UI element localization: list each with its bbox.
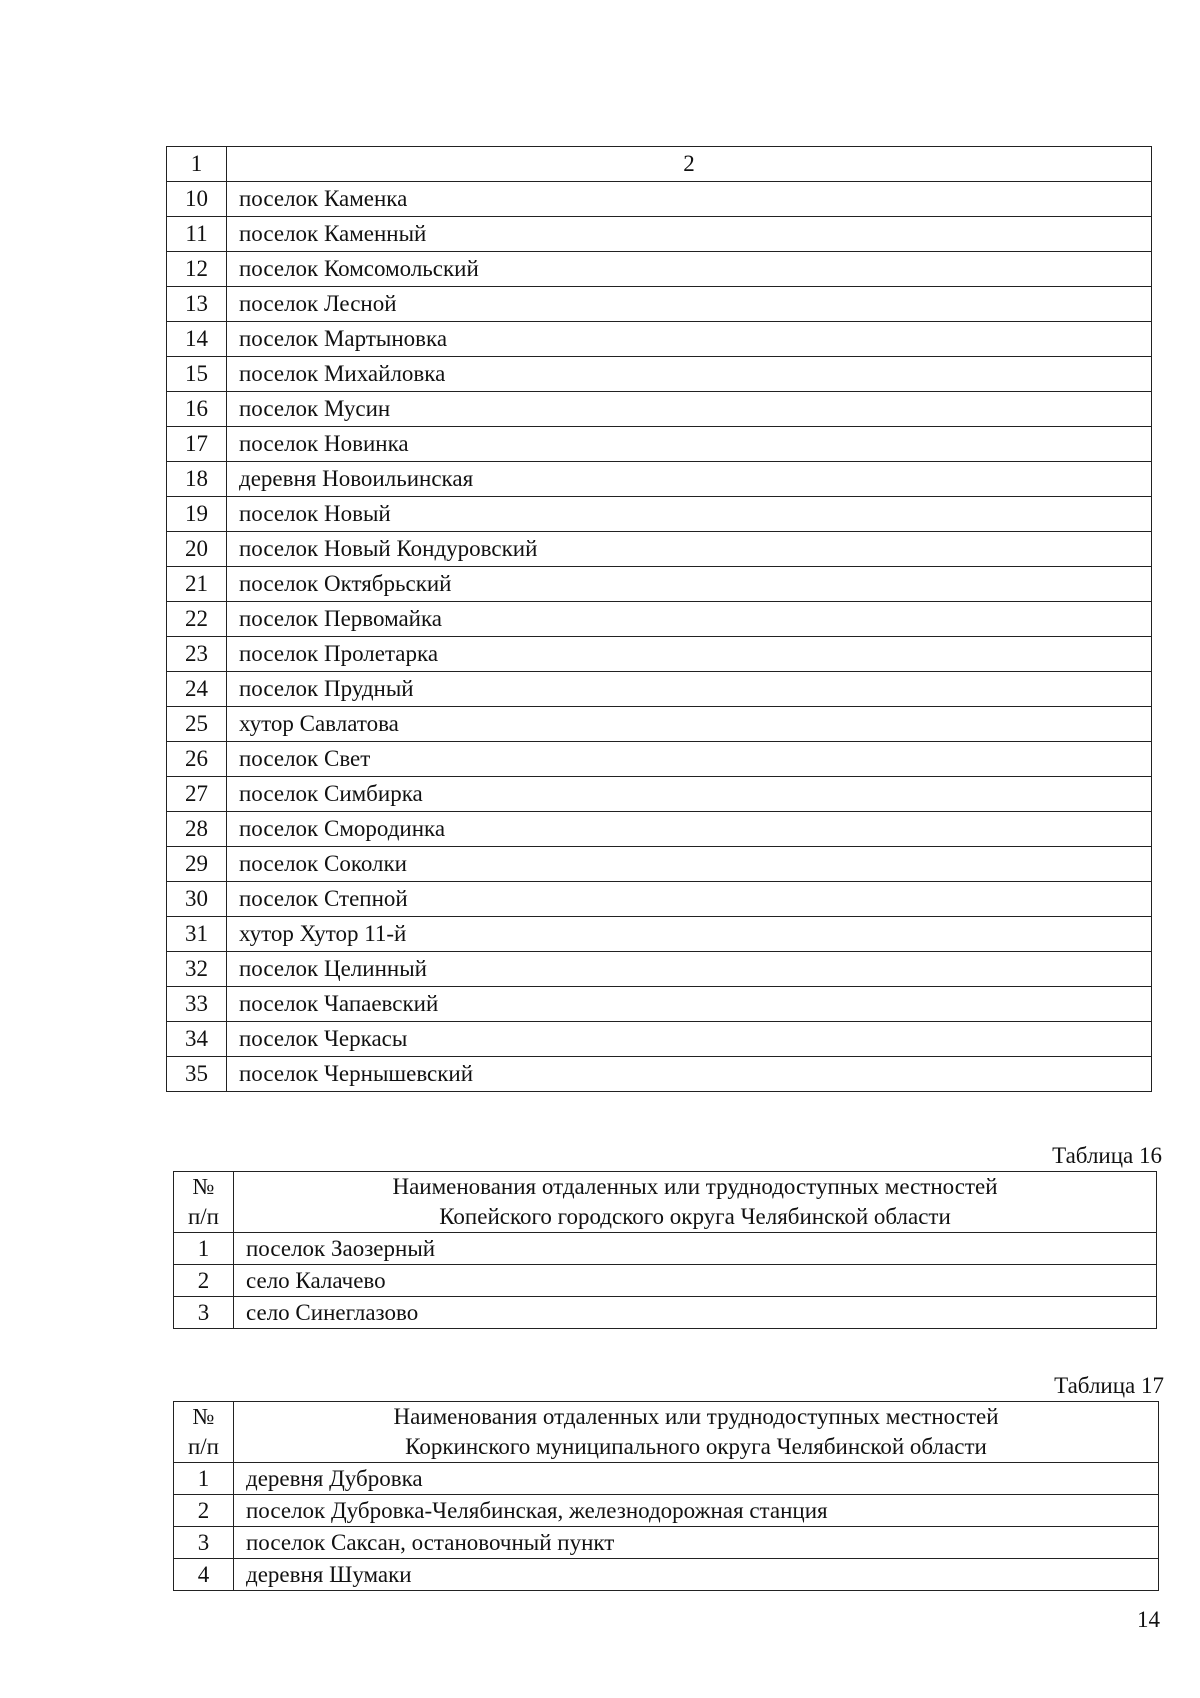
- locality-name: поселок Мартыновка: [227, 322, 1152, 357]
- header-number-symbol: №: [192, 1174, 215, 1199]
- table-17: [173, 1401, 1159, 1591]
- row-number: 24: [167, 672, 227, 707]
- row-number: 16: [167, 392, 227, 427]
- table-row: [167, 532, 1152, 567]
- row-number: 4: [174, 1559, 234, 1591]
- table-row: [174, 1265, 1157, 1297]
- row-number: 1: [174, 1463, 234, 1495]
- locality-name: поселок Свет: [227, 742, 1152, 777]
- header-number-label: п/п: [187, 1204, 219, 1229]
- row-number: 32: [167, 952, 227, 987]
- row-number: 2: [174, 1265, 234, 1297]
- table-row: [174, 1233, 1157, 1265]
- column-number-2: 2: [227, 147, 1152, 182]
- locality-name: поселок Чапаевский: [227, 987, 1152, 1022]
- table-row: [167, 952, 1152, 987]
- table-row: [167, 882, 1152, 917]
- table-row: [174, 1495, 1159, 1527]
- table-row: [174, 1559, 1159, 1591]
- row-number: 14: [167, 322, 227, 357]
- row-number: 10: [167, 182, 227, 217]
- row-number: 11: [167, 217, 227, 252]
- locality-name: хутор Хутор 11-й: [227, 917, 1152, 952]
- locality-name: поселок Новинка: [227, 427, 1152, 462]
- header-name-line-1: Наименования отдаленных или труднодоступных местностей: [392, 1174, 998, 1199]
- row-number: 12: [167, 252, 227, 287]
- page-number: 14: [1137, 1607, 1160, 1632]
- table-row: [167, 392, 1152, 427]
- row-number: 26: [167, 742, 227, 777]
- row-number: 19: [167, 497, 227, 532]
- locality-name: поселок Октябрьский: [227, 567, 1152, 602]
- locality-name: деревня Новоильинская: [227, 462, 1152, 497]
- row-number: 2: [174, 1495, 234, 1527]
- table-row: [167, 917, 1152, 952]
- table-row: [167, 812, 1152, 847]
- locality-name: поселок Михайловка: [227, 357, 1152, 392]
- header-name-line-1: Наименования отдаленных или труднодоступных местностей: [393, 1404, 999, 1429]
- row-number: 13: [167, 287, 227, 322]
- header-number-symbol: №: [192, 1404, 215, 1429]
- locality-name: поселок Смородинка: [227, 812, 1152, 847]
- table-row: [167, 847, 1152, 882]
- table-row: [167, 672, 1152, 707]
- table-row: [167, 1022, 1152, 1057]
- row-number: 15: [167, 357, 227, 392]
- table-header-row: [167, 147, 1152, 182]
- header-number-cell: [174, 1172, 234, 1233]
- locality-name: село Синеглазово: [234, 1297, 1157, 1329]
- locality-name: поселок Саксан, остановочный пункт: [234, 1527, 1159, 1559]
- table-row: [167, 217, 1152, 252]
- locality-name: поселок Новый Кондуровский: [227, 532, 1152, 567]
- row-number: 35: [167, 1057, 227, 1092]
- locality-name: поселок Симбирка: [227, 777, 1152, 812]
- locality-name: поселок Каменка: [227, 182, 1152, 217]
- header-name-cell: [234, 1402, 1159, 1463]
- header-name-cell: [234, 1172, 1157, 1233]
- table-row: [167, 357, 1152, 392]
- locality-name: поселок Целинный: [227, 952, 1152, 987]
- locality-name: село Калачево: [234, 1265, 1157, 1297]
- row-number: 22: [167, 602, 227, 637]
- locality-name: поселок Каменный: [227, 217, 1152, 252]
- header-name-line-2: Коркинского муниципального округа Челябинской области: [405, 1434, 987, 1459]
- table-row: [167, 742, 1152, 777]
- table-row: [167, 462, 1152, 497]
- locality-name: поселок Степной: [227, 882, 1152, 917]
- row-number: 29: [167, 847, 227, 882]
- table-row: [167, 287, 1152, 322]
- locality-name: поселок Заозерный: [234, 1233, 1157, 1265]
- table-row: [167, 427, 1152, 462]
- table-row: [174, 1297, 1157, 1329]
- row-number: 18: [167, 462, 227, 497]
- row-number: 34: [167, 1022, 227, 1057]
- locality-name: поселок Комсомольский: [227, 252, 1152, 287]
- row-number: 21: [167, 567, 227, 602]
- table-row: [174, 1463, 1159, 1495]
- header-number-cell: [174, 1402, 234, 1463]
- locality-name: деревня Шумаки: [234, 1559, 1159, 1591]
- row-number: 31: [167, 917, 227, 952]
- table-row: [167, 182, 1152, 217]
- locality-name: хутор Савлатова: [227, 707, 1152, 742]
- table-row: [167, 987, 1152, 1022]
- row-number: 17: [167, 427, 227, 462]
- locality-name: поселок Прудный: [227, 672, 1152, 707]
- table-header-row: [174, 1172, 1157, 1233]
- table-row: [167, 602, 1152, 637]
- locality-name: деревня Дубровка: [234, 1463, 1159, 1495]
- row-number: 30: [167, 882, 227, 917]
- locality-name: поселок Черкасы: [227, 1022, 1152, 1057]
- row-number: 1: [174, 1233, 234, 1265]
- locality-name: поселок Лесной: [227, 287, 1152, 322]
- table-row: [167, 252, 1152, 287]
- table-16: [173, 1171, 1157, 1329]
- table-17-caption: Таблица 17: [1054, 1373, 1164, 1398]
- table-header-row: [174, 1402, 1159, 1463]
- table-row: [167, 707, 1152, 742]
- table-row: [167, 567, 1152, 602]
- row-number: 27: [167, 777, 227, 812]
- row-number: 3: [174, 1527, 234, 1559]
- row-number: 20: [167, 532, 227, 567]
- table-row: [167, 1057, 1152, 1092]
- header-name-line-2: Копейского городского округа Челябинской области: [439, 1204, 951, 1229]
- locality-name: поселок Пролетарка: [227, 637, 1152, 672]
- locality-name: поселок Первомайка: [227, 602, 1152, 637]
- row-number: 33: [167, 987, 227, 1022]
- locality-name: поселок Новый: [227, 497, 1152, 532]
- table-row: [167, 322, 1152, 357]
- table-row: [174, 1527, 1159, 1559]
- row-number: 3: [174, 1297, 234, 1329]
- localities-table-continuation: [166, 146, 1152, 1092]
- locality-name: поселок Дубровка-Челябинская, железнодорожная станция: [234, 1495, 1159, 1527]
- row-number: 23: [167, 637, 227, 672]
- locality-name: поселок Чернышевский: [227, 1057, 1152, 1092]
- locality-name: поселок Мусин: [227, 392, 1152, 427]
- column-number-1: 1: [167, 147, 227, 182]
- table-row: [167, 497, 1152, 532]
- header-number-label: п/п: [187, 1434, 219, 1459]
- table-row: [167, 777, 1152, 812]
- row-number: 28: [167, 812, 227, 847]
- table-row: [167, 637, 1152, 672]
- row-number: 25: [167, 707, 227, 742]
- table-16-caption: Таблица 16: [1052, 1143, 1162, 1168]
- locality-name: поселок Соколки: [227, 847, 1152, 882]
